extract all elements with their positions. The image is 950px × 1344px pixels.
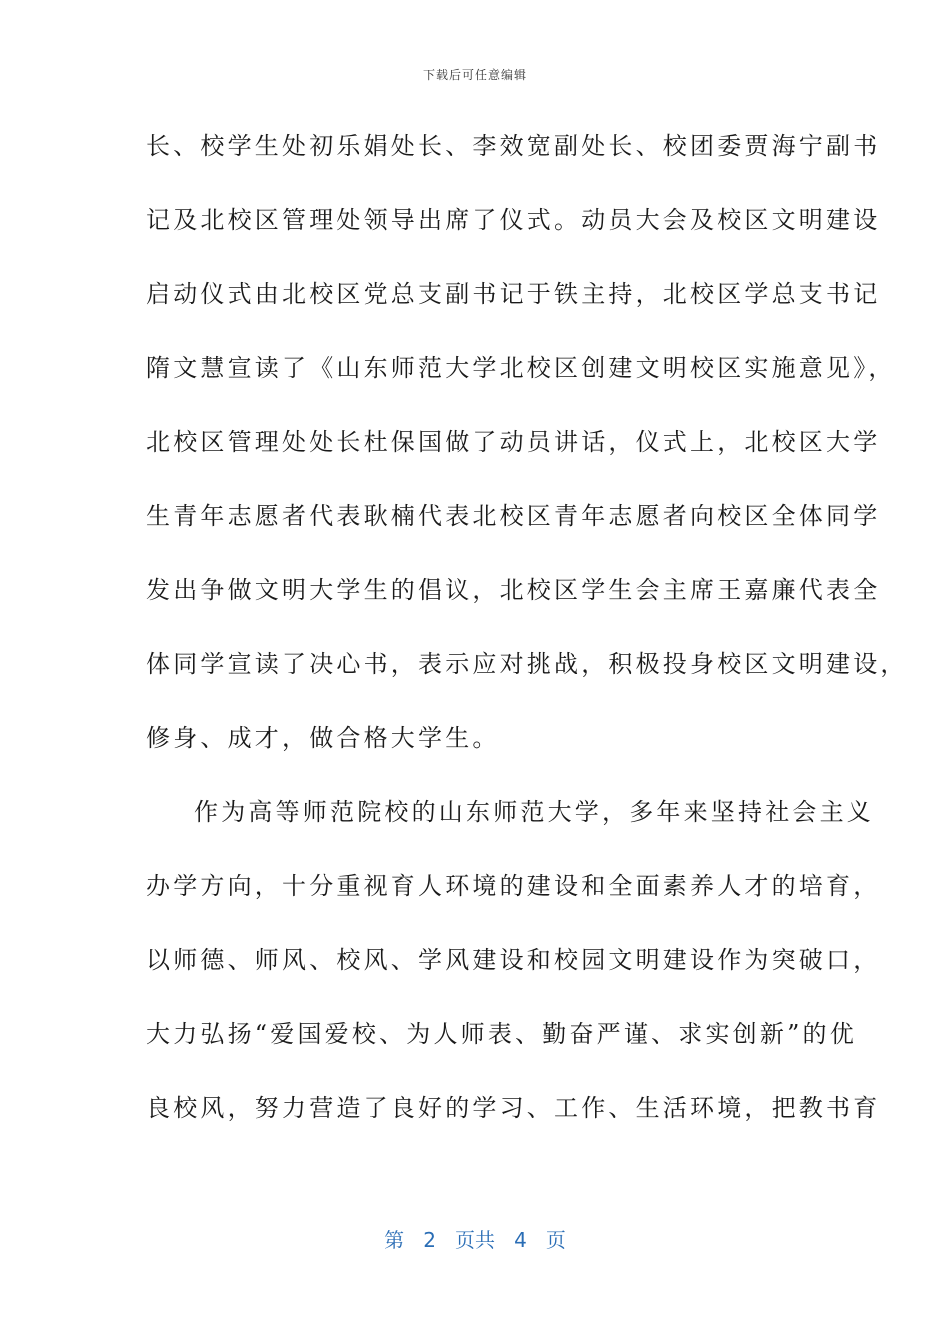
- text-line: 办学方向，十分重视育人环境的建设和全面素养人才的培育，: [146, 872, 881, 900]
- text-line: 发出争做文明大学生的倡议，北校区学生会主席王嘉廉代表全: [146, 576, 881, 604]
- text-line: 记及北校区管理处领导出席了仪式。动员大会及校区文明建设: [146, 206, 881, 234]
- text-line: 大力弘扬“爱国爱校、为人师表、勤奋严谨、求实创新”的优: [146, 1020, 857, 1048]
- text-line: 体同学宣读了决心书，表示应对挑战，积极投身校区文明建设，: [146, 650, 908, 678]
- footer-label-prefix: 第: [384, 1228, 405, 1252]
- text-line: 北校区管理处处长杜保国做了动员讲话，仪式上，北校区大学: [146, 428, 881, 456]
- text-line: 良校风，努力营造了良好的学习、工作、生活环境，把教书育: [146, 1094, 881, 1122]
- document-body: [146, 118, 908, 1154]
- text-line: 长、校学生处初乐娟处长、李效宽副处长、校团委贾海宁副书: [146, 132, 881, 160]
- footer-page-number: 2: [423, 1228, 436, 1252]
- text-line: 启动仪式由北校区党总支副书记于铁主持，北校区学总支书记: [146, 280, 881, 308]
- page-header: 下载后可任意编辑: [422, 68, 527, 82]
- footer-label-suffix: 页: [545, 1228, 566, 1252]
- footer-total-pages: 4: [514, 1228, 527, 1252]
- text-line: 修身、成才，做合格大学生。: [146, 724, 500, 752]
- paragraph-start-line: 作为高等师范院校的山东师范大学，多年来坚持社会主义: [194, 798, 874, 826]
- text-line: 隋文慧宣读了《山东师范大学北校区创建文明校区实施意见》，: [146, 354, 896, 382]
- page-footer: [0, 1224, 950, 1253]
- text-line: 以师德、师风、校风、学风建设和校园文明建设作为突破口，: [146, 946, 881, 974]
- footer-label-mid: 页共: [455, 1228, 495, 1252]
- text-line: 生青年志愿者代表耿楠代表北校区青年志愿者向校区全体同学: [146, 502, 881, 530]
